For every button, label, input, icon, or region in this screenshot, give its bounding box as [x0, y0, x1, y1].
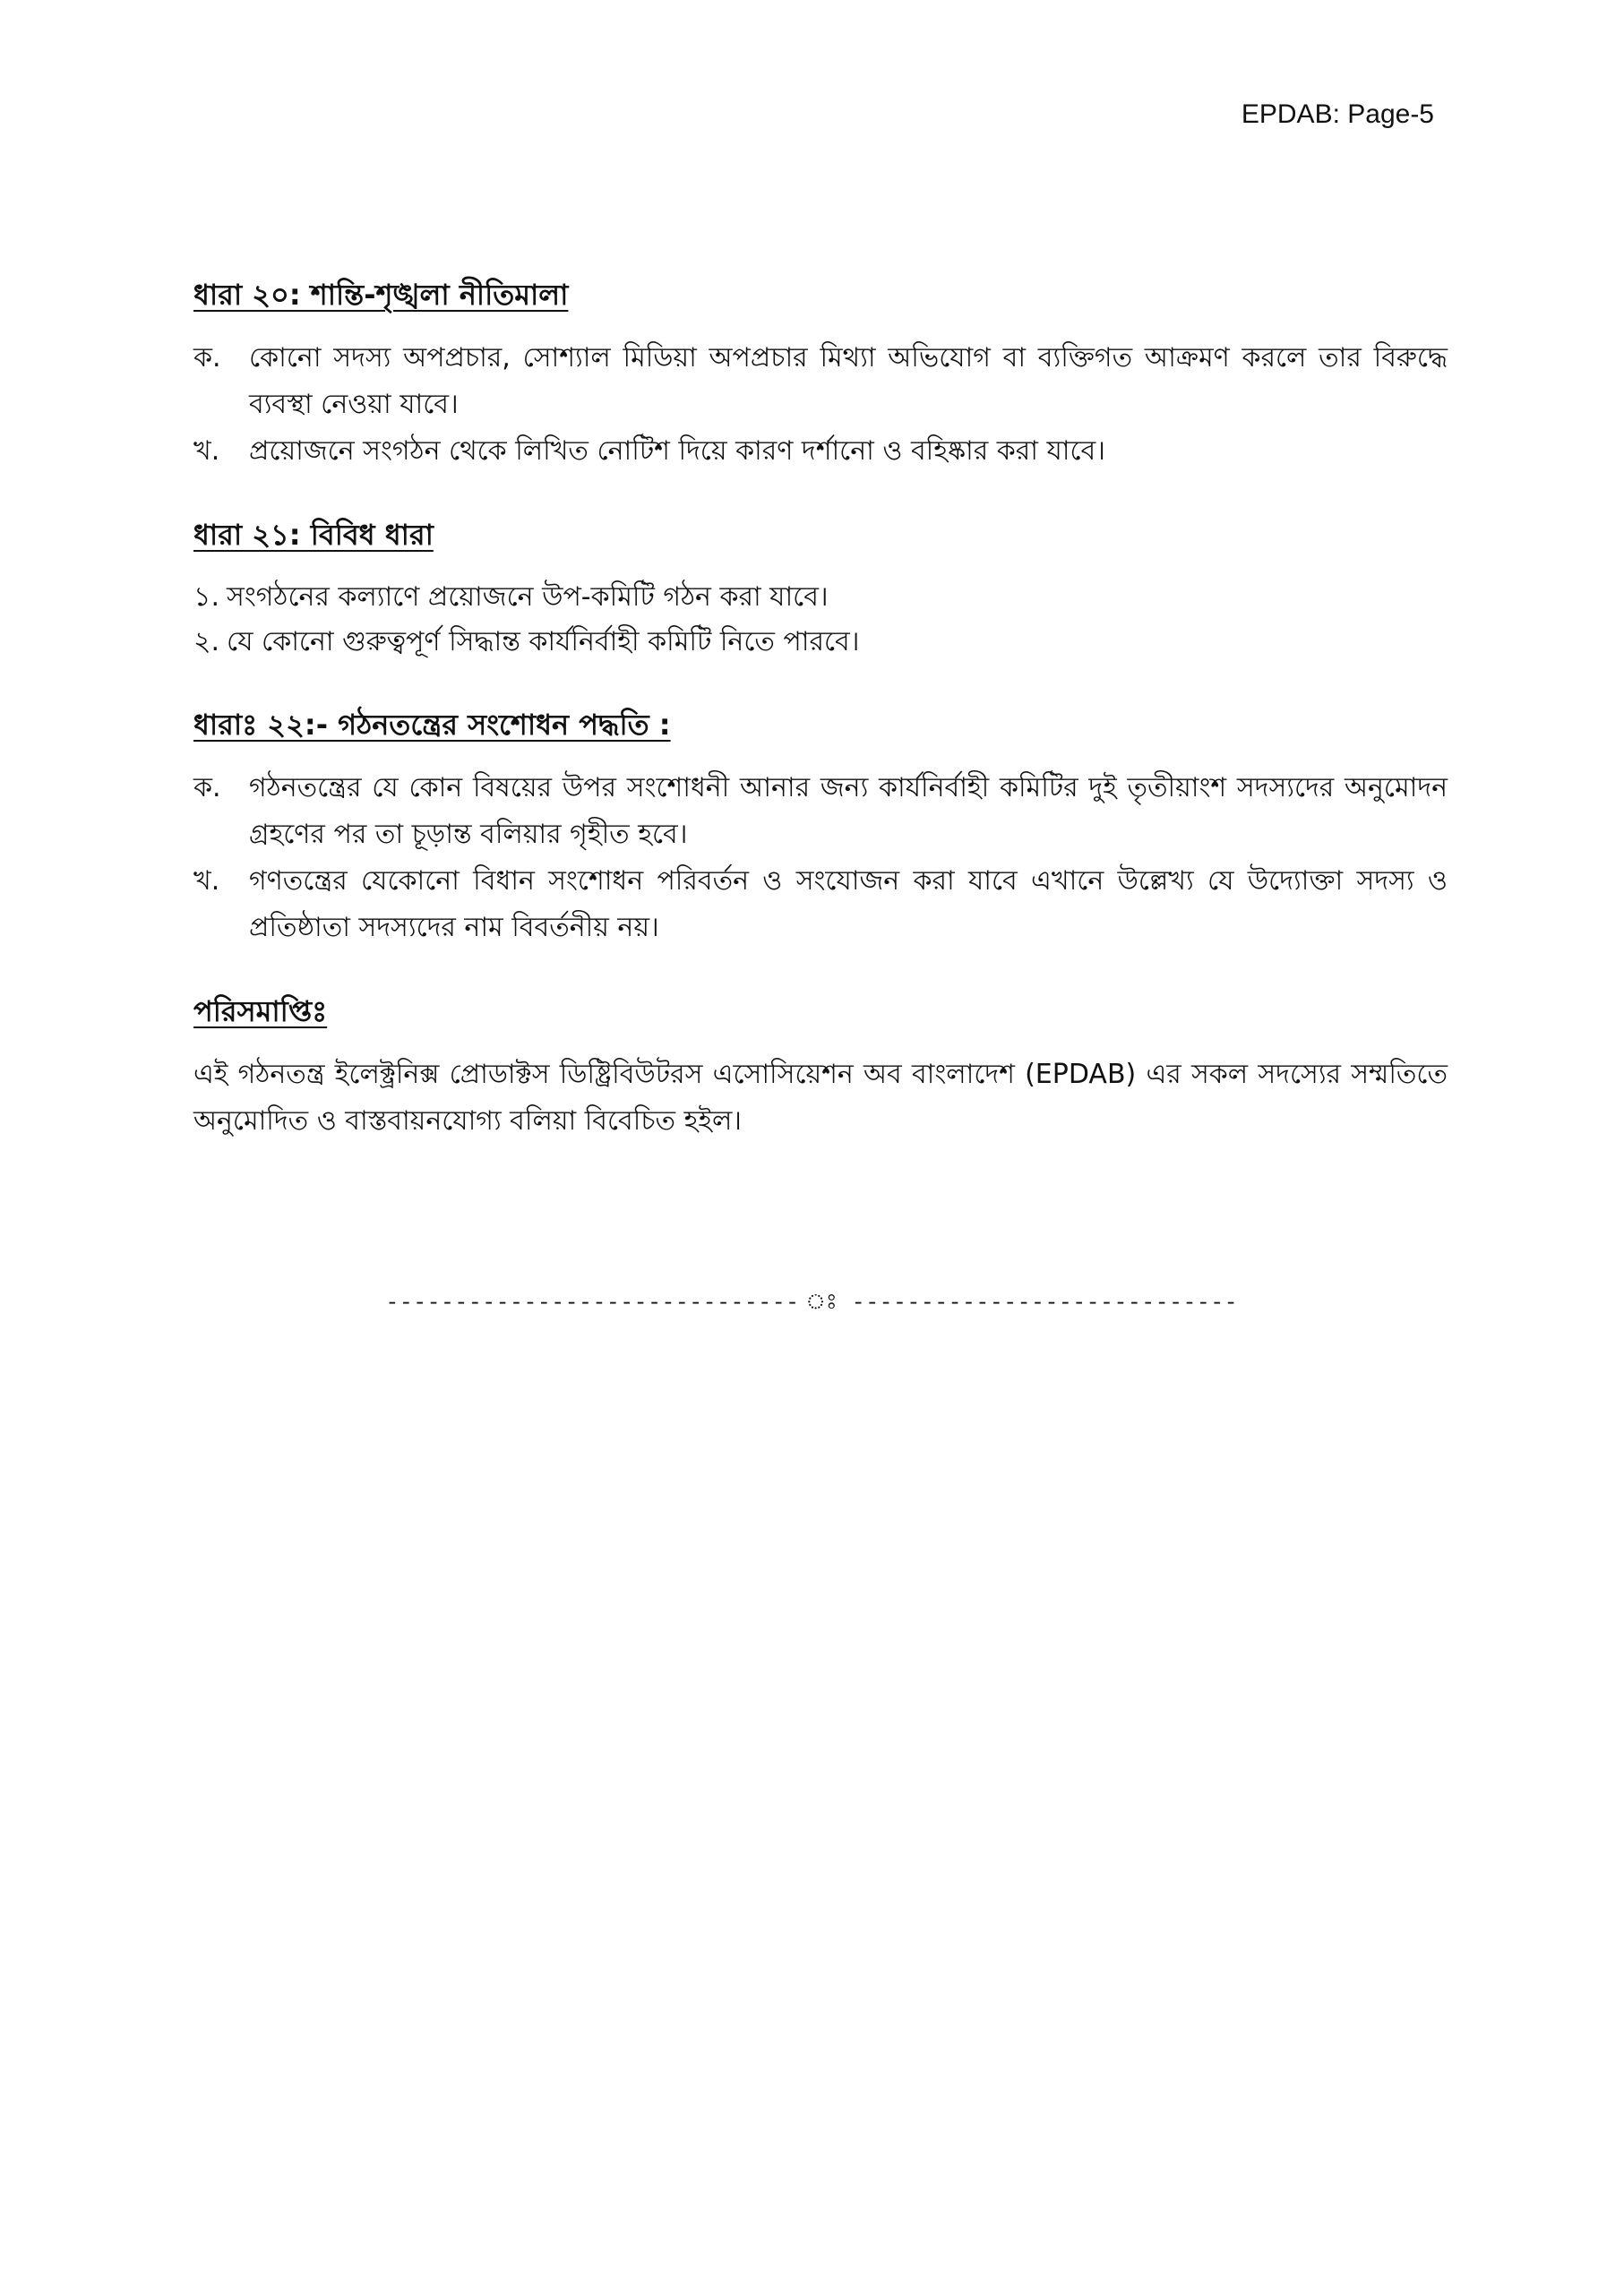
list-item	[193, 575, 1448, 620]
conclusion-paragraph: এই গঠনতন্ত্র ইলেক্ট্রনিক্স প্রোডাক্টস ডিষ্ট্রিবিউটরস এসোসিয়েশন অব বাংলাদেশ (EPDAB) এর সকল সদস্যের সম্মতিতে অনুমোদিত ও বাস্তবায়নযোগ্য বলিয়া বিবেচিত হইল।	[193, 1059, 1448, 1137]
list-item-text: প্রয়োজনে সংগঠন থেকে লিখিত নোটিশ দিয়ে কারণ দর্শানো ও বহিষ্কার করা যাবে।	[249, 435, 1105, 467]
section-spacer	[193, 951, 1448, 991]
section-spacer	[193, 665, 1448, 704]
list-item-text: গণতন্ত্রের যেকোনো বিধান সংশোধন পরিবর্তন ও সংযোজন করা যাবে এখানে উল্লেখ্য যে উদ্যোক্তা সদস্য ও প্রতিষ্ঠাতা সদস্যদের নাম বিবর্তনীয় নয়।	[249, 865, 1448, 943]
list-item	[193, 428, 1448, 475]
list-item	[193, 335, 1448, 428]
list-marker: ক.	[193, 342, 221, 374]
list-marker: ১.	[193, 581, 220, 613]
list-item-text: সংগঠনের কল্যাণে প্রয়োজনে উপ-কমিটি গঠন করা যাবে।	[227, 581, 829, 613]
section-20-heading: ধারা ২০: শান্তি-শৃঙ্খলা নীতিমালা	[193, 278, 569, 312]
list-item	[193, 620, 1448, 665]
section-21-heading-wrap	[193, 514, 1448, 555]
list-item-text: গঠনতন্ত্রের যে কোন বিষয়ের উপর সংশোধনী আনার জন্য কার্যনির্বাহী কমিটির দুই তৃতীয়াংশ সদস্যদের অনুমোদন গ্রহণের পর তা চূড়ান্ত বলিয়ার গৃহীত হবে।	[249, 772, 1448, 850]
end-separator: ------------------------------ ঃ ----------------------------	[385, 1292, 1239, 1316]
list-marker: ২.	[193, 626, 220, 657]
section-22-list	[193, 765, 1448, 951]
list-item	[193, 765, 1448, 858]
section-22-heading: ধারাঃ ২২:- গঠনতন্ত্রের সংশোধন পদ্ধতি :	[193, 708, 671, 742]
page-number-label: EPDAB: Page-5	[1241, 99, 1434, 129]
conclusion-heading: পরিসমাপ্তিঃ	[193, 994, 328, 1028]
list-marker: খ.	[193, 435, 220, 467]
section-spacer	[193, 475, 1448, 514]
conclusion-heading-wrap	[193, 991, 1448, 1032]
list-marker: ক.	[193, 772, 221, 803]
section-21-list	[193, 575, 1448, 665]
section-20-heading-wrap	[193, 274, 1448, 315]
list-item-text: কোনো সদস্য অপপ্রচার, সোশ্যাল মিডিয়া অপপ্রচার মিথ্যা অভিযোগ বা ব্যক্তিগত আক্রমণ করলে তার বিরুদ্ধে ব্যবস্থা নেওয়া যাবে।	[249, 342, 1448, 420]
section-21-heading: ধারা ২১: বিবিধ ধারা	[193, 518, 434, 552]
document-body	[193, 274, 1448, 1145]
list-item-text: যে কোনো গুরুত্বপূর্ণ সিদ্ধান্ত কার্যনির্বাহী কমিটি নিতে পারবে।	[227, 626, 860, 657]
section-20-list	[193, 335, 1448, 475]
list-item	[193, 858, 1448, 951]
list-marker: খ.	[193, 865, 220, 897]
section-22-heading-wrap	[193, 704, 1448, 745]
